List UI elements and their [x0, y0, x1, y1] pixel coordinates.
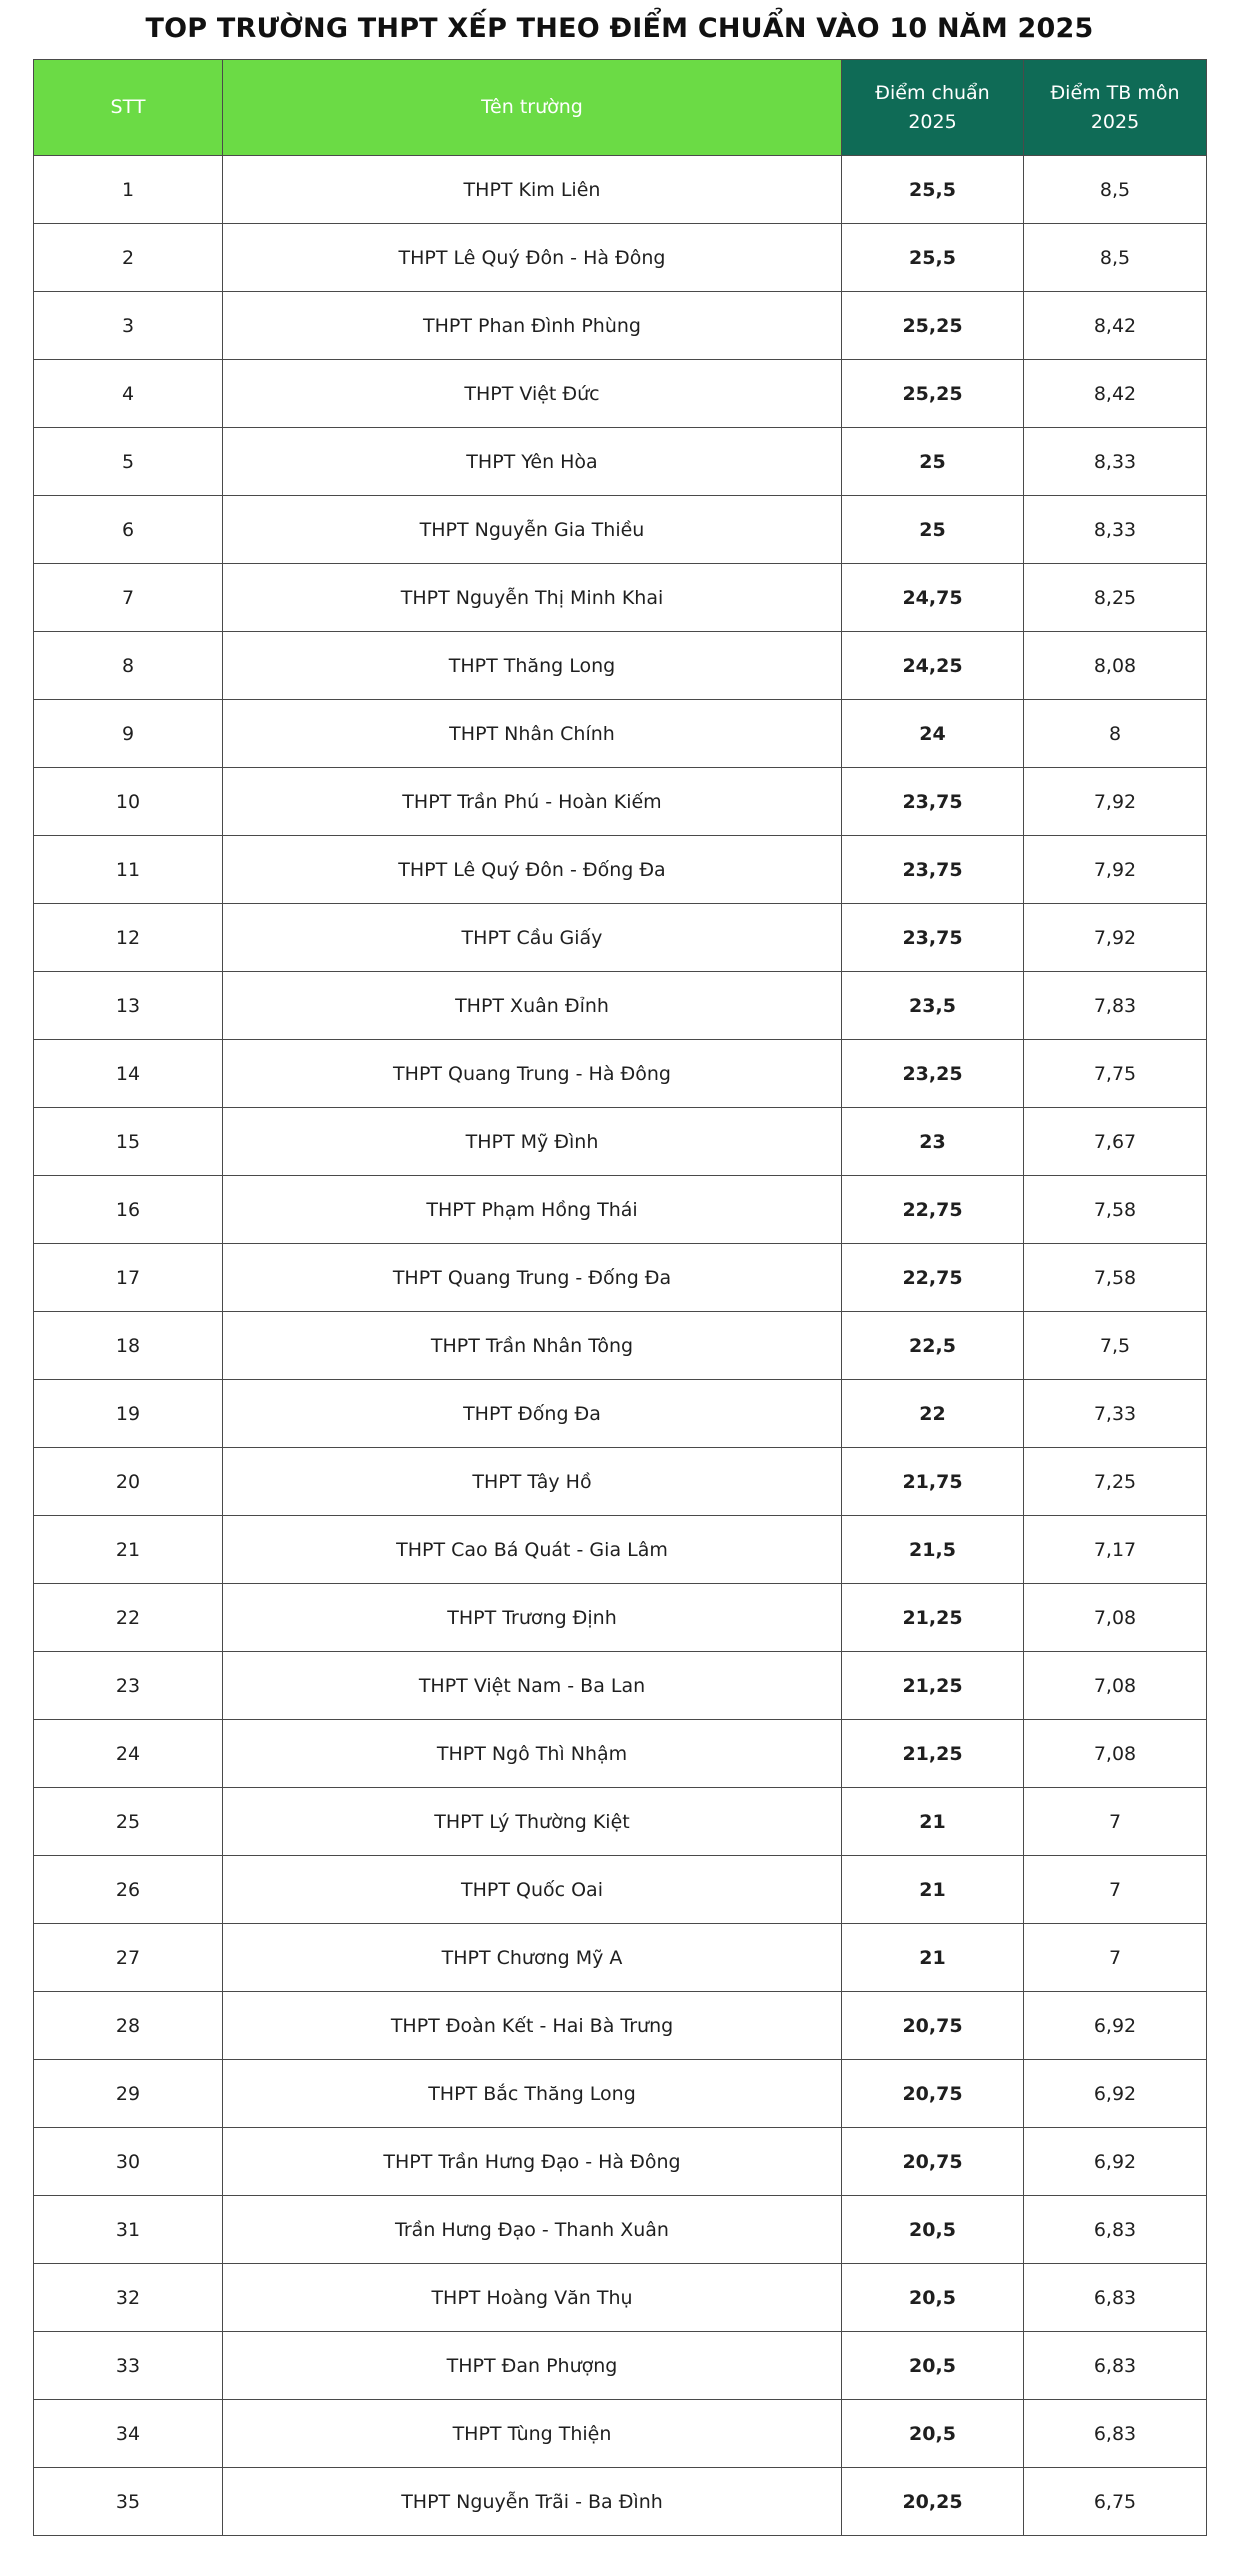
cell-stt: 24	[34, 1720, 223, 1788]
cell-stt: 32	[34, 2264, 223, 2332]
cell-average-score: 7,17	[1024, 1516, 1207, 1584]
cell-stt: 7	[34, 564, 223, 632]
table-row	[34, 1652, 1207, 1720]
cell-cutoff-score: 21,25	[842, 1584, 1024, 1652]
cell-cutoff-score: 20,75	[842, 1992, 1024, 2060]
cell-average-score: 6,83	[1024, 2196, 1207, 2264]
cell-average-score: 7,83	[1024, 972, 1207, 1040]
cell-average-score: 7,08	[1024, 1652, 1207, 1720]
cell-school-name: THPT Lý Thường Kiệt	[223, 1788, 842, 1856]
cell-school-name: THPT Phan Đình Phùng	[223, 292, 842, 360]
table-row	[34, 496, 1207, 564]
cell-cutoff-score: 23,75	[842, 768, 1024, 836]
cell-average-score: 8,08	[1024, 632, 1207, 700]
cell-school-name: THPT Quang Trung - Hà Đông	[223, 1040, 842, 1108]
cell-cutoff-score: 21	[842, 1924, 1024, 1992]
table-row	[34, 1040, 1207, 1108]
cell-stt: 17	[34, 1244, 223, 1312]
cell-cutoff-score: 22,75	[842, 1176, 1024, 1244]
cell-average-score: 6,92	[1024, 2128, 1207, 2196]
cell-average-score: 6,83	[1024, 2264, 1207, 2332]
cell-school-name: THPT Nhân Chính	[223, 700, 842, 768]
cell-average-score: 7,33	[1024, 1380, 1207, 1448]
cell-school-name: THPT Đan Phượng	[223, 2332, 842, 2400]
cell-stt: 29	[34, 2060, 223, 2128]
table-row	[34, 1720, 1207, 1788]
table-row	[34, 1448, 1207, 1516]
cell-school-name: THPT Cao Bá Quát - Gia Lâm	[223, 1516, 842, 1584]
cell-average-score: 8,5	[1024, 224, 1207, 292]
cell-cutoff-score: 24,25	[842, 632, 1024, 700]
table-row	[34, 2264, 1207, 2332]
cell-average-score: 6,75	[1024, 2468, 1207, 2536]
cell-stt: 14	[34, 1040, 223, 1108]
cell-stt: 33	[34, 2332, 223, 2400]
cell-school-name: THPT Tây Hồ	[223, 1448, 842, 1516]
cell-cutoff-score: 23,5	[842, 972, 1024, 1040]
cell-average-score: 7,92	[1024, 768, 1207, 836]
header-average-score-line2: 2025	[1090, 110, 1140, 133]
cell-school-name: THPT Kim Liên	[223, 156, 842, 224]
cell-cutoff-score: 24,75	[842, 564, 1024, 632]
cell-average-score: 7,58	[1024, 1176, 1207, 1244]
cell-stt: 6	[34, 496, 223, 564]
cell-cutoff-score: 24	[842, 700, 1024, 768]
table-row	[34, 2332, 1207, 2400]
cell-cutoff-score: 25,25	[842, 360, 1024, 428]
table-row	[34, 292, 1207, 360]
cell-average-score: 6,83	[1024, 2332, 1207, 2400]
cell-stt: 1	[34, 156, 223, 224]
table-row	[34, 700, 1207, 768]
table-row	[34, 1176, 1207, 1244]
cell-school-name: THPT Cầu Giấy	[223, 904, 842, 972]
table-row	[34, 2128, 1207, 2196]
cell-stt: 3	[34, 292, 223, 360]
cell-school-name: THPT Lê Quý Đôn - Hà Đông	[223, 224, 842, 292]
cell-school-name: THPT Trần Nhân Tông	[223, 1312, 842, 1380]
cell-cutoff-score: 25,5	[842, 156, 1024, 224]
cell-average-score: 7	[1024, 1788, 1207, 1856]
cell-school-name: THPT Xuân Đỉnh	[223, 972, 842, 1040]
cell-stt: 22	[34, 1584, 223, 1652]
cell-stt: 5	[34, 428, 223, 496]
cell-cutoff-score: 25,25	[842, 292, 1024, 360]
cell-cutoff-score: 22,75	[842, 1244, 1024, 1312]
table-header-row	[34, 60, 1207, 156]
cell-stt: 13	[34, 972, 223, 1040]
cell-school-name: THPT Yên Hòa	[223, 428, 842, 496]
cell-cutoff-score: 20,75	[842, 2060, 1024, 2128]
table-row	[34, 1380, 1207, 1448]
table-row	[34, 1924, 1207, 1992]
cell-average-score: 7,92	[1024, 836, 1207, 904]
table-row	[34, 2468, 1207, 2536]
cell-average-score: 8,25	[1024, 564, 1207, 632]
cell-average-score: 8,5	[1024, 156, 1207, 224]
table-row	[34, 1788, 1207, 1856]
cell-average-score: 7,75	[1024, 1040, 1207, 1108]
cell-school-name: THPT Trần Phú - Hoàn Kiếm	[223, 768, 842, 836]
cell-school-name: THPT Mỹ Đình	[223, 1108, 842, 1176]
cell-school-name: THPT Đống Đa	[223, 1380, 842, 1448]
cell-cutoff-score: 21,25	[842, 1652, 1024, 1720]
cell-stt: 28	[34, 1992, 223, 2060]
table-row	[34, 1108, 1207, 1176]
header-cutoff-score	[842, 60, 1024, 156]
cell-stt: 8	[34, 632, 223, 700]
cell-cutoff-score: 20,5	[842, 2332, 1024, 2400]
table-row	[34, 2060, 1207, 2128]
cell-school-name: THPT Việt Đức	[223, 360, 842, 428]
header-cutoff-score-line1: Điểm chuẩn	[875, 81, 990, 104]
cell-cutoff-score: 21,5	[842, 1516, 1024, 1584]
cell-stt: 34	[34, 2400, 223, 2468]
table-body	[34, 156, 1207, 2536]
cell-average-score: 7,08	[1024, 1584, 1207, 1652]
cell-school-name: THPT Quang Trung - Đống Đa	[223, 1244, 842, 1312]
cell-stt: 18	[34, 1312, 223, 1380]
cell-cutoff-score: 20,25	[842, 2468, 1024, 2536]
table-row	[34, 1516, 1207, 1584]
cell-school-name: THPT Trần Hưng Đạo - Hà Đông	[223, 2128, 842, 2196]
cell-school-name: THPT Hoàng Văn Thụ	[223, 2264, 842, 2332]
cell-stt: 12	[34, 904, 223, 972]
cell-stt: 35	[34, 2468, 223, 2536]
cell-average-score: 7,67	[1024, 1108, 1207, 1176]
cell-school-name: THPT Tùng Thiện	[223, 2400, 842, 2468]
table-row	[34, 224, 1207, 292]
cell-school-name: THPT Phạm Hồng Thái	[223, 1176, 842, 1244]
cell-average-score: 6,83	[1024, 2400, 1207, 2468]
cell-average-score: 7,5	[1024, 1312, 1207, 1380]
table-row	[34, 632, 1207, 700]
cell-cutoff-score: 21	[842, 1788, 1024, 1856]
score-table	[33, 59, 1207, 2536]
cell-school-name: THPT Nguyễn Trãi - Ba Đình	[223, 2468, 842, 2536]
header-cutoff-score-line2: 2025	[908, 110, 957, 133]
cell-stt: 11	[34, 836, 223, 904]
cell-average-score: 8,33	[1024, 496, 1207, 564]
cell-stt: 25	[34, 1788, 223, 1856]
cell-cutoff-score: 23	[842, 1108, 1024, 1176]
cell-average-score: 7	[1024, 1856, 1207, 1924]
cell-stt: 21	[34, 1516, 223, 1584]
cell-stt: 2	[34, 224, 223, 292]
cell-school-name: THPT Quốc Oai	[223, 1856, 842, 1924]
cell-cutoff-score: 25,5	[842, 224, 1024, 292]
cell-average-score: 7,25	[1024, 1448, 1207, 1516]
cell-cutoff-score: 20,5	[842, 2400, 1024, 2468]
cell-stt: 10	[34, 768, 223, 836]
table-row	[34, 564, 1207, 632]
cell-school-name: Trần Hưng Đạo - Thanh Xuân	[223, 2196, 842, 2264]
cell-stt: 27	[34, 1924, 223, 1992]
cell-cutoff-score: 21,25	[842, 1720, 1024, 1788]
cell-average-score: 8	[1024, 700, 1207, 768]
cell-school-name: THPT Nguyễn Thị Minh Khai	[223, 564, 842, 632]
cell-average-score: 7,08	[1024, 1720, 1207, 1788]
header-average-score-line1: Điểm TB môn	[1050, 81, 1180, 104]
table-row	[34, 156, 1207, 224]
header-school-name: Tên trường	[223, 60, 842, 156]
cell-school-name: THPT Ngô Thì Nhậm	[223, 1720, 842, 1788]
cell-cutoff-score: 23,75	[842, 836, 1024, 904]
table-row	[34, 2400, 1207, 2468]
cell-average-score: 6,92	[1024, 1992, 1207, 2060]
table-row	[34, 972, 1207, 1040]
cell-stt: 9	[34, 700, 223, 768]
cell-cutoff-score: 22,5	[842, 1312, 1024, 1380]
table-row	[34, 836, 1207, 904]
cell-school-name: THPT Lê Quý Đôn - Đống Đa	[223, 836, 842, 904]
header-average-score	[1024, 60, 1207, 156]
cell-average-score: 7,58	[1024, 1244, 1207, 1312]
cell-stt: 15	[34, 1108, 223, 1176]
cell-cutoff-score: 21,75	[842, 1448, 1024, 1516]
cell-stt: 23	[34, 1652, 223, 1720]
cell-stt: 30	[34, 2128, 223, 2196]
table-row	[34, 904, 1207, 972]
cell-cutoff-score: 25	[842, 496, 1024, 564]
table-row	[34, 1244, 1207, 1312]
cell-cutoff-score: 23,75	[842, 904, 1024, 972]
table-row	[34, 1312, 1207, 1380]
cell-cutoff-score: 21	[842, 1856, 1024, 1924]
cell-school-name: THPT Nguyễn Gia Thiều	[223, 496, 842, 564]
page-title: TOP TRƯỜNG THPT XẾP THEO ĐIỂM CHUẨN VÀO 10 NĂM 2025	[145, 13, 1094, 44]
cell-stt: 19	[34, 1380, 223, 1448]
table-row	[34, 1856, 1207, 1924]
cell-cutoff-score: 25	[842, 428, 1024, 496]
cell-school-name: THPT Việt Nam - Ba Lan	[223, 1652, 842, 1720]
cell-cutoff-score: 23,25	[842, 1040, 1024, 1108]
cell-cutoff-score: 20,5	[842, 2264, 1024, 2332]
table-row	[34, 428, 1207, 496]
cell-stt: 31	[34, 2196, 223, 2264]
table-row	[34, 2196, 1207, 2264]
cell-school-name: THPT Chương Mỹ A	[223, 1924, 842, 1992]
cell-stt: 16	[34, 1176, 223, 1244]
header-stt: STT	[34, 60, 223, 156]
cell-average-score: 6,92	[1024, 2060, 1207, 2128]
cell-average-score: 8,42	[1024, 292, 1207, 360]
cell-school-name: THPT Đoàn Kết - Hai Bà Trưng	[223, 1992, 842, 2060]
cell-school-name: THPT Bắc Thăng Long	[223, 2060, 842, 2128]
table-row	[34, 1584, 1207, 1652]
cell-cutoff-score: 22	[842, 1380, 1024, 1448]
cell-average-score: 7	[1024, 1924, 1207, 1992]
cell-average-score: 7,92	[1024, 904, 1207, 972]
cell-stt: 26	[34, 1856, 223, 1924]
cell-school-name: THPT Trương Định	[223, 1584, 842, 1652]
cell-stt: 20	[34, 1448, 223, 1516]
table-row	[34, 1992, 1207, 2060]
cell-cutoff-score: 20,5	[842, 2196, 1024, 2264]
cell-average-score: 8,42	[1024, 360, 1207, 428]
cell-cutoff-score: 20,75	[842, 2128, 1024, 2196]
cell-stt: 4	[34, 360, 223, 428]
table-row	[34, 768, 1207, 836]
cell-average-score: 8,33	[1024, 428, 1207, 496]
cell-school-name: THPT Thăng Long	[223, 632, 842, 700]
table-row	[34, 360, 1207, 428]
